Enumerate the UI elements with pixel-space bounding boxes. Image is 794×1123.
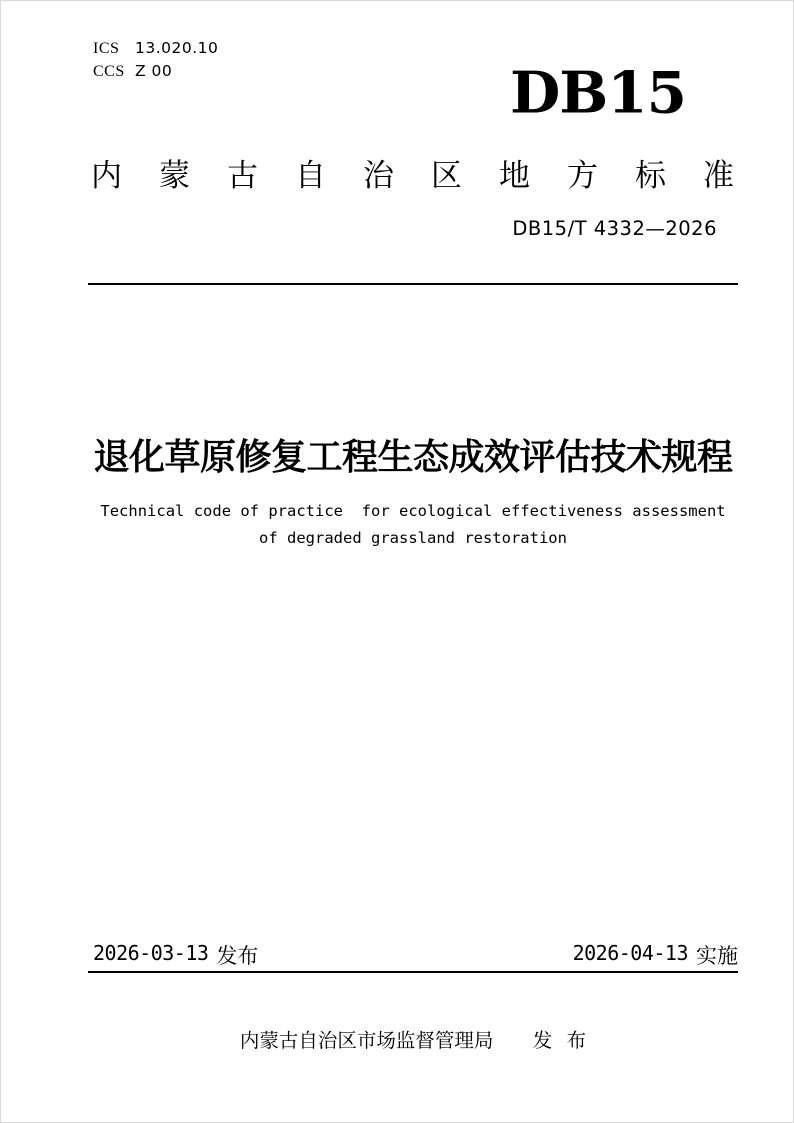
implementation-date: 2026-04-13 bbox=[572, 941, 688, 965]
publisher-row bbox=[88, 1025, 738, 1053]
document-title-english-line2: of degraded grassland restoration bbox=[259, 529, 567, 547]
publish-action: 发 布 bbox=[532, 1030, 587, 1052]
ics-label: ICS bbox=[93, 40, 120, 57]
standard-category-title: 内蒙古自治区地方标准 bbox=[91, 158, 771, 193]
document-title-chinese: 退化草原修复工程生态成效评估技术规程 bbox=[93, 436, 733, 477]
ccs-value: Z 00 bbox=[135, 62, 173, 80]
ics-code-line bbox=[93, 37, 218, 60]
issue-date-item bbox=[88, 940, 258, 970]
publisher-name: 内蒙古自治区市场监督管理局 bbox=[239, 1030, 494, 1052]
document-title-english-line1: Technical code of practice for ecological effectiveness assessment bbox=[100, 502, 726, 520]
footer-divider-rule bbox=[88, 971, 738, 973]
db15-logo: DB15 bbox=[509, 59, 686, 127]
ics-value: 13.020.10 bbox=[135, 39, 219, 57]
implementation-date-label: 实施 bbox=[696, 945, 738, 968]
header-divider-rule bbox=[88, 283, 738, 285]
ccs-label: CCS bbox=[93, 63, 125, 80]
implementation-date-item bbox=[568, 940, 738, 970]
document-title-english bbox=[38, 498, 788, 552]
standard-number: DB15/T 4332—2026 bbox=[512, 217, 717, 240]
dates-row bbox=[88, 940, 738, 970]
issue-date-label: 发布 bbox=[216, 945, 259, 968]
issue-date: 2026-03-13 bbox=[93, 941, 209, 965]
classification-codes bbox=[93, 37, 218, 83]
ccs-code-line bbox=[93, 60, 218, 83]
